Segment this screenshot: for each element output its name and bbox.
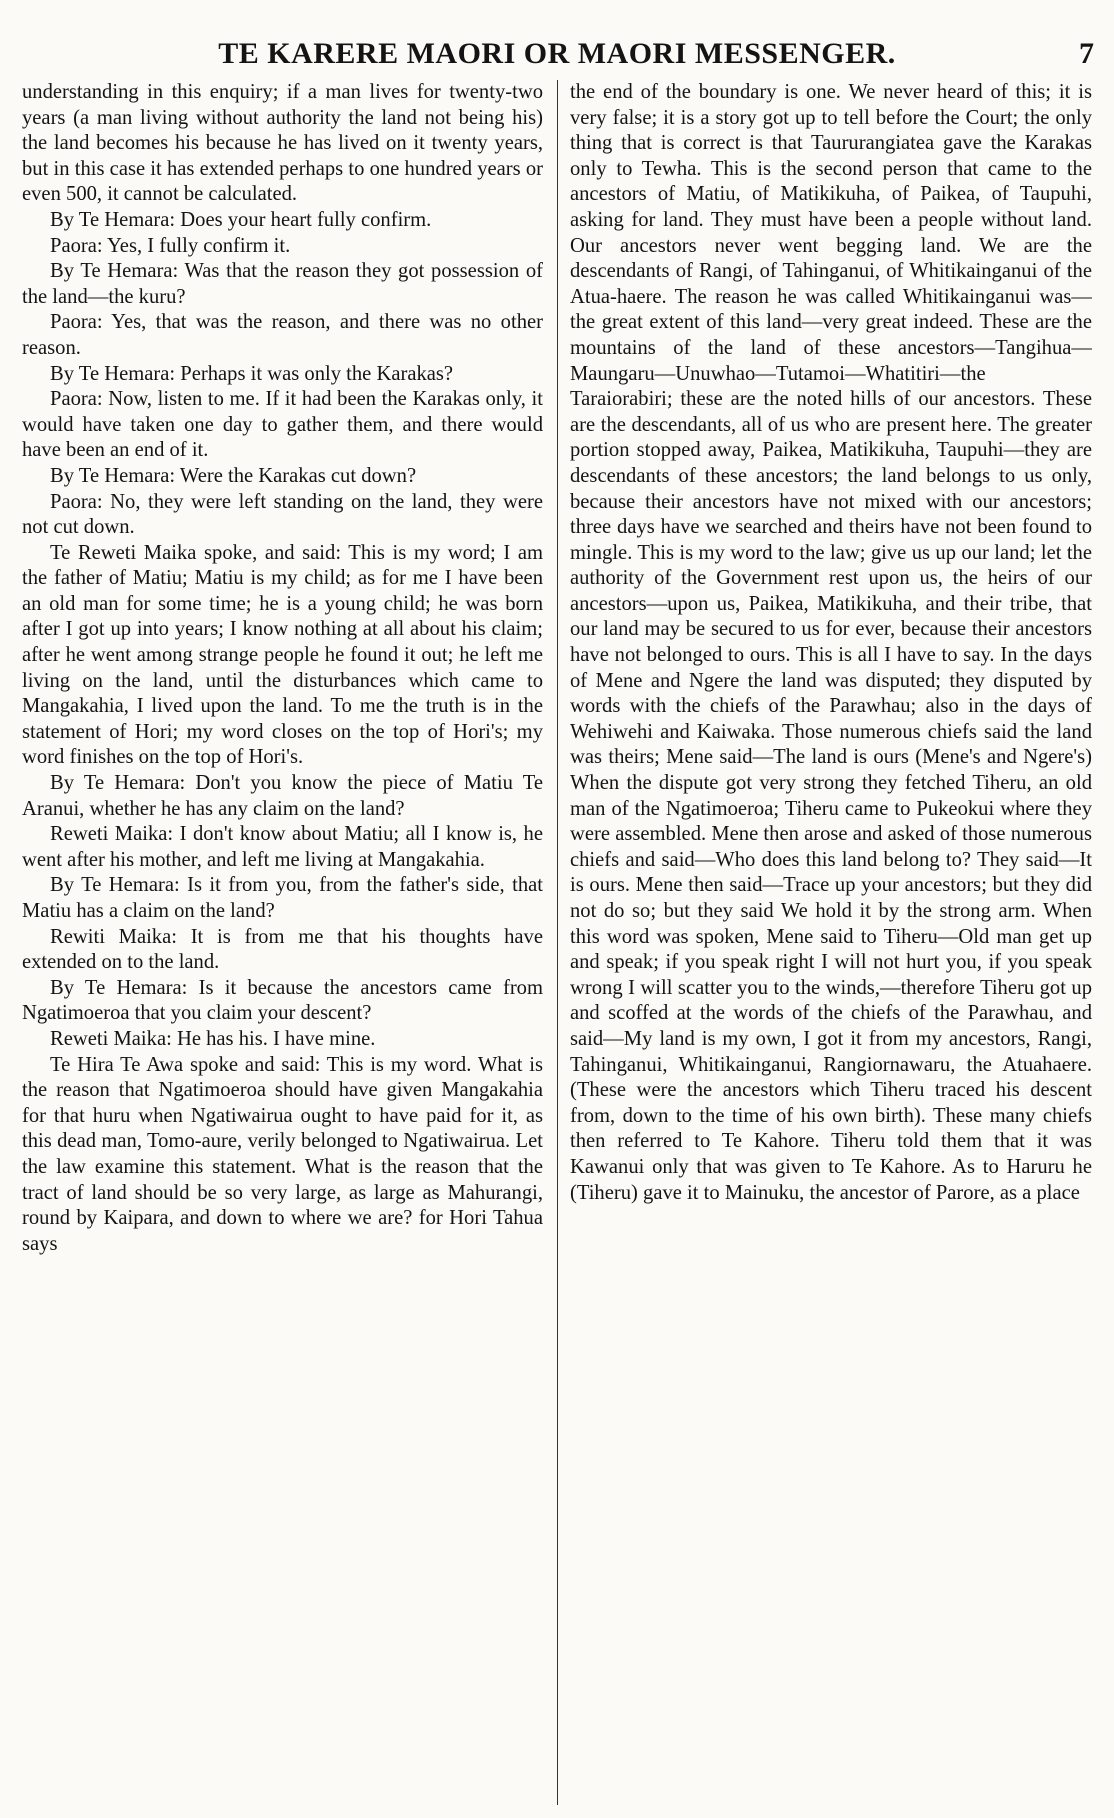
paragraph: Te Hira Te Awa spoke and said: This is my word. What is the reason that Ngatimoeroa should have given Mangakahia for that huru when Ngatiwairua ought to have paid for it, as this dead man, Tomo-aure, verily belonged to Ngatiwairua. Let the law examine this statement. What is the reason that the tract of land should be so very large, as large as Mahurangi, round by Kaipara, and down to where we are? for Hori Tahua says (22, 1053, 543, 1255)
paragraph: Paora: Yes, I fully confirm it. (50, 234, 291, 257)
paragraph: Reweti Maika: I don't know about Matiu; all I know is, he went after his mother, and left me living at Mangakahia. (22, 823, 543, 871)
paragraph: Reweti Maika: He has his. I have mine. (50, 1027, 376, 1050)
paragraph: Rewiti Maika: It is from me that his thoughts have extended on to the land. (22, 925, 543, 974)
paragraph: By Te Hemara: Does your heart fully confirm. (50, 208, 432, 231)
paragraph: By Te Hemara: Is it from you, from the father's side, that Matiu has a claim on the land? (22, 874, 543, 922)
paragraph: By Te Hemara: Perhaps it was only the Karakas? (50, 362, 454, 385)
paragraph: By Te Hemara: Was that the reason they got possession of the land—the kuru? (22, 260, 543, 308)
column-divider (557, 80, 558, 1805)
text-columns (22, 80, 1092, 1805)
paragraph: Paora: Now, listen to me. If it had been the Karakas only, it would have taken one day to gather them, and there would have been an end of it. (22, 388, 543, 462)
paragraph: By Te Hemara: Don't you know the piece of Matiu Te Aranui, whether he has any claim on the land? (22, 772, 543, 820)
paragraph: Te Reweti Maika spoke, and said: This is my word; I am the father of Matiu; Matiu is my child; as for me I have been an old man for some time; he is a young child; he was born after I got up into years; I know nothing at all about his claim; after he went among strange people he found it out; he left me living on the land, until the disturbances which came to Mangakahia, I lived upon the land. To me the truth is in the statement of Hori; my word closes on the top of Hori's; my word finishes on the top of Hori's. (22, 541, 543, 769)
paragraph: By Te Hemara: Is it because the ancestors came from Ngatimoeroa that you claim your descent? (22, 976, 543, 1025)
page-header (0, 34, 1114, 74)
paragraph: Paora: No, they were left standing on the land, they were not cut down. (22, 490, 543, 539)
paragraph: the end of the boundary is one. We never heard of this; it is very false; it is a story got up to tell before the Court; the only thing that is correct is that Taururangiatea gave the Karakas only to Tewha. This is the second person that came to the ancestors of Matiu, of Matikikuha, of Paikea, of Taupuhi, asking for land. They must have been a people without land. Our ancestors never went begging land. We are the descendants of Rangi, of Tahinganui, of Whitikainganui of the Atua-haere. The reason he was called Whitikainganui was—the great extent of this land—very great indeed. These are the mountains of the land of these ancestors—Tangihua—Maungaru—Unuwhao—Tutamoi—Whatitiri—the Taraiorabiri; these are the noted hills of our ancestors. These are the descendants, all of us who are present here. The greater portion stopped away, Paikea, Matikikuha, Taupuhi—they are descendants of these ancestors; the land belongs to us only, because their ancestors have not mixed with our ancestors; three days have we searched and theirs have not been found to mingle. This is my word to the law; give us up our land; let the authority of the Government rest upon us, the heirs of our ancestors—upon us, Paikea, Matikikuha, and their tribe, that our land may be secured to us for ever, because their ancestors have not belonged to ours. This is all I have to say. In the days of Mene and Ngere the land was disputed; they disputed by words with the chiefs of the Parawhau; also in the days of Wehiwehi and Kaiwaka. Those numerous chiefs said the land was theirs; Mene said—The land is ours (Mene's and Ngere's) When the dispute got very strong they fetched Tiheru, an old man of the Ngatimoeroa; Tiheru came to Pukeokui where they were assembled. Mene then arose and asked of those numerous chiefs and said—Who does this land belong to? They said—It is ours. Mene then said—Trace up your ancestors; but they did not do so; but they said We hold it by the strong arm. When this word was spoken, Mene said to Tiheru—Old man get up and speak; if you speak right I will not hurt you, if you speak wrong I will scatter you to the winds,—therefore Tiheru got up and scoffed at the words of the chiefs of the Parawhau, and said—My land is my own, I got it from my ancestors, Rangi, Tahinganui, Whitikainganui, Rangiornawaru, the Atuahaere. (These were the ancestors which Tiheru traced his descent from, down to the time of his own birth). These many chiefs then referred to Te Kahore. Tiheru told them that it was Kawanui only that was given to Te Kahore. As to Haruru he (Tiheru) gave it to Mainuku, the ancestor of Parore, as a place (570, 81, 1092, 1204)
left-column (22, 80, 543, 1805)
page-number: 7 (1079, 37, 1094, 70)
right-column (570, 80, 1092, 1805)
masthead-title: TE KARERE MAORI OR MAORI MESSENGER. (218, 37, 896, 70)
paragraph: By Te Hemara: Were the Karakas cut down? (50, 464, 417, 487)
paragraph: understanding in this enquiry; if a man lives for twenty-two years (a man living without authority the land not being his) the land becomes his because he has lived on it twenty years, but in this case it has extended perhaps to one hundred years or even 500, it cannot be calculated. (22, 81, 543, 206)
paragraph: Paora: Yes, that was the reason, and there was no other reason. (22, 311, 543, 359)
